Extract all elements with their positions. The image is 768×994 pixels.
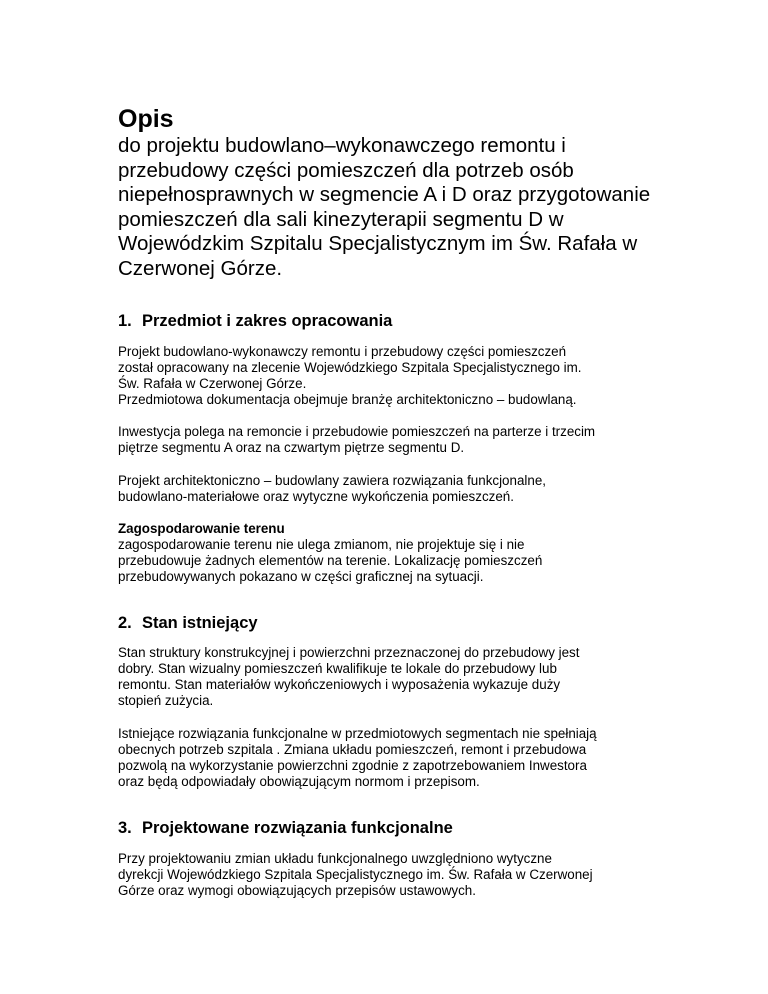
document-page xyxy=(118,104,698,899)
subsection-label: Zagospodarowanie terenu xyxy=(118,520,285,536)
section-3-heading xyxy=(118,818,698,838)
document-subtitle: do projektu budowlano–wykonawczego remontu i przebudowy części pomieszczeń dla potrzeb osób niepełnosprawnych w segmencie A i D oraz przygotowanie pomieszczeń dla sali kinezyterapii segmentu D w Wojewódzkim Szpitalu Specjalistycznym im Św. Rafała w Czerwonej Górze. xyxy=(118,134,651,280)
section-title: Stan istniejący xyxy=(142,614,258,633)
document-title: Opis xyxy=(118,105,174,133)
paragraph: Stan struktury konstrukcyjnej i powierzchni przeznaczonej do przebudowy jest dobry. Stan wizualny pomieszczeń kwalifikuje te lokale do przebudowy lub remontu. Stan materiałów wykończeniowych i wyposażenia wykazuje duży stopień zużycia. xyxy=(118,645,580,709)
section-title: Projektowane rozwiązania funkcjonalne xyxy=(142,818,453,837)
paragraph: Inwestycja polega na remoncie i przebudowie pomieszczeń na parterze i trzecim piętrze segmentu A oraz na czwartym piętrze segmentu D. xyxy=(118,424,596,456)
section-1-heading xyxy=(118,311,698,331)
paragraph: Projekt budowlano-wykonawczy remontu i przebudowy części pomieszczeń został opracowany na zlecenie Wojewódzkiego Szpitala Specjalistycznego im. Św. Rafała w Czerwonej Górze. Przedmiotowa dokumentacja obejmuje branżę architektoniczno – budowlaną. xyxy=(118,344,582,408)
section-number: 3. xyxy=(118,818,132,837)
paragraph: Projekt architektoniczno – budowlany zawiera rozwiązania funkcjonalne, budowlano-materiałowe oraz wytyczne wykończenia pomieszczeń. xyxy=(118,472,546,504)
section-2-heading xyxy=(118,613,698,633)
paragraph: zagospodarowanie terenu nie ulega zmianom, nie projektuje się i nie przebudowuje żadnych elementów na terenie. Lokalizację pomieszczeń przebudowywanych pokazano w części graficznej na sytuacji. xyxy=(118,536,543,585)
section-number: 2. xyxy=(118,614,132,633)
paragraph: Istniejące rozwiązania funkcjonalne w przedmiotowych segmentach nie spełniają obecnych potrzeb szpitala . Zmiana układu pomieszczeń, remont i przebudowa pozwolą na wykorzystanie powierzchni zgodnie z zapotrzebowaniem Inwestora oraz będą odpowiadały obowiązującym normom i przepisom. xyxy=(118,725,597,789)
section-number: 1. xyxy=(118,312,132,330)
paragraph: Przy projektowaniu zmian układu funkcjonalnego uwzględniono wytyczne dyrekcji Wojewódzkiego Szpitala Specjalistycznego im. Św. Rafała w Czerwonej Górze oraz wymogi obowiązujących przepisów ustawowych. xyxy=(118,850,593,899)
section-title: Przedmiot i zakres opracowania xyxy=(142,312,393,330)
